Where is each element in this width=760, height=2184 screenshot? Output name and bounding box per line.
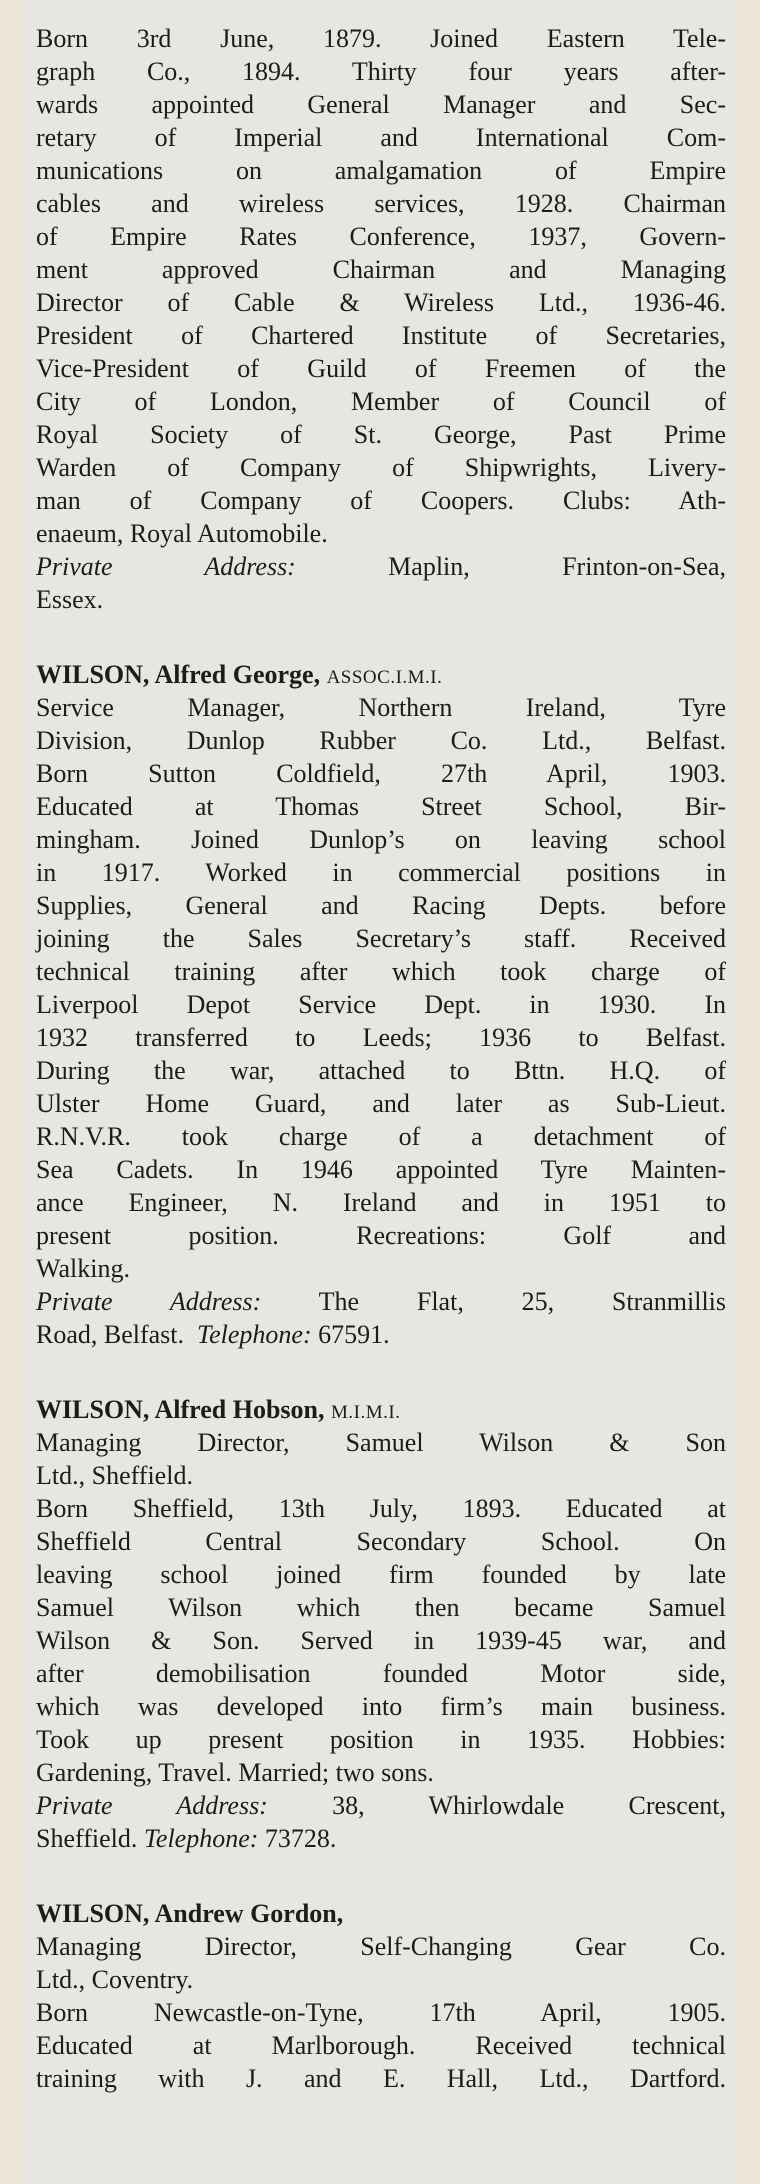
entry-text-line: During the war, attached to Bttn. H.Q. of — [36, 1056, 726, 1085]
entry-text-line: which was developed into firm’s main business. — [36, 1692, 726, 1721]
directory-entry — [36, 658, 726, 1351]
entry-text-line: Service Manager, Northern Ireland, Tyre — [36, 693, 726, 722]
surname: WILSON, — [36, 1395, 150, 1424]
entry-text-line: after demobilisation founded Motor side, — [36, 1659, 726, 1688]
address-label: Private Address: — [36, 1791, 268, 1820]
entry-text-line: Sheffield Central Secondary School. On — [36, 1527, 726, 1556]
private-address-cont — [36, 1318, 726, 1351]
entry-text-line: wards appointed General Manager and Sec- — [36, 90, 726, 119]
entry-text-line: Born Sutton Coldfield, 27th April, 1903. — [36, 759, 726, 788]
entry-text-line: Born Sheffield, 13th July, 1893. Educated at — [36, 1494, 726, 1523]
surname: WILSON, — [36, 1899, 150, 1928]
entry-text-line: ance Engineer, N. Ireland and in 1951 to — [36, 1188, 726, 1217]
entry-text-line: Ltd., Coventry. — [36, 1965, 194, 1994]
entry-text-line: Ltd., Sheffield. — [36, 1461, 193, 1490]
entry-text-line: Vice-President of Guild of Freemen of the — [36, 354, 726, 383]
telephone-number: 67591. — [318, 1320, 390, 1349]
telephone-label: Telephone: — [197, 1320, 312, 1349]
entry-text-line: Supplies, General and Racing Depts. before — [36, 891, 726, 920]
entry-text-line: Walking. — [36, 1254, 130, 1283]
telephone-label: Telephone: — [143, 1824, 259, 1853]
address-value: Maplin, Frinton-on-Sea, — [388, 552, 726, 581]
entry-text-line: Gardening, Travel. Married; two sons. — [36, 1758, 434, 1787]
entry-text-line: leaving school joined firm founded by late — [36, 1560, 726, 1589]
private-address — [36, 1285, 726, 1318]
address-value: The Flat, 25, Stranmillis — [318, 1287, 727, 1316]
directory-entry — [36, 22, 726, 616]
entry-text-line: Educated at Marlborough. Received technical — [36, 2031, 726, 2060]
entry-text-line: City of London, Member of Council of — [36, 387, 726, 416]
qualifications: M.I.M.I. — [331, 1402, 401, 1423]
entry-text-line: enaeum, Royal Automobile. — [36, 519, 328, 548]
telephone-number: 73728. — [264, 1824, 337, 1853]
entry-text-line: Sea Cadets. In 1946 appointed Tyre Mainten- — [36, 1155, 726, 1184]
entry-text-line: President of Chartered Institute of Secretaries, — [36, 321, 726, 350]
forenames: Alfred George, — [154, 660, 321, 689]
entry-text-line: Division, Dunlop Rubber Co. Ltd., Belfast. — [36, 726, 726, 755]
entry-text-line: Born Newcastle-on-Tyne, 17th April, 1905. — [36, 1998, 726, 2027]
entry-text-line: cables and wireless services, 1928. Chairman — [36, 189, 726, 218]
entry-text-line: Managing Director, Self-Changing Gear Co. — [36, 1932, 726, 1961]
entry-heading — [36, 1393, 726, 1426]
entry-heading — [36, 658, 726, 691]
entry-text-line: Warden of Company of Shipwrights, Livery- — [36, 453, 726, 482]
address-value: 38, Whirlowdale Crescent, — [332, 1791, 726, 1820]
entry-text-line: mingham. Joined Dunlop’s on leaving school — [36, 825, 726, 854]
private-address-cont — [36, 1822, 726, 1855]
directory-entry — [36, 1393, 726, 1855]
address-label: Private Address: — [36, 552, 296, 581]
entry-text-line: Born 3rd June, 1879. Joined Eastern Tele- — [36, 24, 726, 53]
entry-text-line: joining the Sales Secretary’s staff. Received — [36, 924, 726, 953]
entry-text-line: man of Company of Coopers. Clubs: Ath- — [36, 486, 726, 515]
entry-heading — [36, 1897, 726, 1930]
qualifications: ASSOC.I.M.I. — [326, 667, 443, 688]
address-value: Road, Belfast. — [36, 1320, 185, 1349]
forenames: Andrew Gordon, — [154, 1899, 344, 1928]
entry-text-line: Managing Director, Samuel Wilson & Son — [36, 1428, 726, 1457]
entry-text-line: Samuel Wilson which then became Samuel — [36, 1593, 726, 1622]
private-address-cont: Essex. — [36, 585, 104, 614]
entry-text-line: Director of Cable & Wireless Ltd., 1936-46. — [36, 288, 726, 317]
directory-column — [36, 22, 726, 2137]
entry-text-line: Educated at Thomas Street School, Bir- — [36, 792, 726, 821]
entry-text-line: Took up present position in 1935. Hobbies: — [36, 1725, 726, 1754]
forenames: Alfred Hobson, — [154, 1395, 325, 1424]
entry-text-line: ment approved Chairman and Managing — [36, 255, 726, 284]
entry-text-line: technical training after which took charge of — [36, 957, 726, 986]
entry-text-line: Wilson & Son. Served in 1939-45 war, and — [36, 1626, 726, 1655]
entry-text-line: in 1917. Worked in commercial positions in — [36, 858, 726, 887]
entry-text-line: present position. Recreations: Golf and — [36, 1221, 726, 1250]
private-address — [36, 550, 726, 583]
entry-text-line: training with J. and E. Hall, Ltd., Dartford. — [36, 2064, 726, 2093]
entry-text-line: R.N.V.R. took charge of a detachment of — [36, 1122, 726, 1151]
surname: WILSON, — [36, 660, 150, 689]
entry-text-line: Liverpool Depot Service Dept. in 1930. In — [36, 990, 726, 1019]
entry-text-line: graph Co., 1894. Thirty four years after- — [36, 57, 726, 86]
address-label: Private Address: — [36, 1287, 262, 1316]
address-value: Sheffield. — [36, 1824, 138, 1853]
entry-text-line: Royal Society of St. George, Past Prime — [36, 420, 726, 449]
entry-text-line: Ulster Home Guard, and later as Sub-Lieut. — [36, 1089, 726, 1118]
directory-entry — [36, 1897, 726, 2095]
entry-text-line: retary of Imperial and International Com- — [36, 123, 726, 152]
entry-text-line: munications on amalgamation of Empire — [36, 156, 726, 185]
entry-text-line: 1932 transferred to Leeds; 1936 to Belfast. — [36, 1023, 726, 1052]
private-address — [36, 1789, 726, 1822]
entry-text-line: of Empire Rates Conference, 1937, Govern- — [36, 222, 726, 251]
